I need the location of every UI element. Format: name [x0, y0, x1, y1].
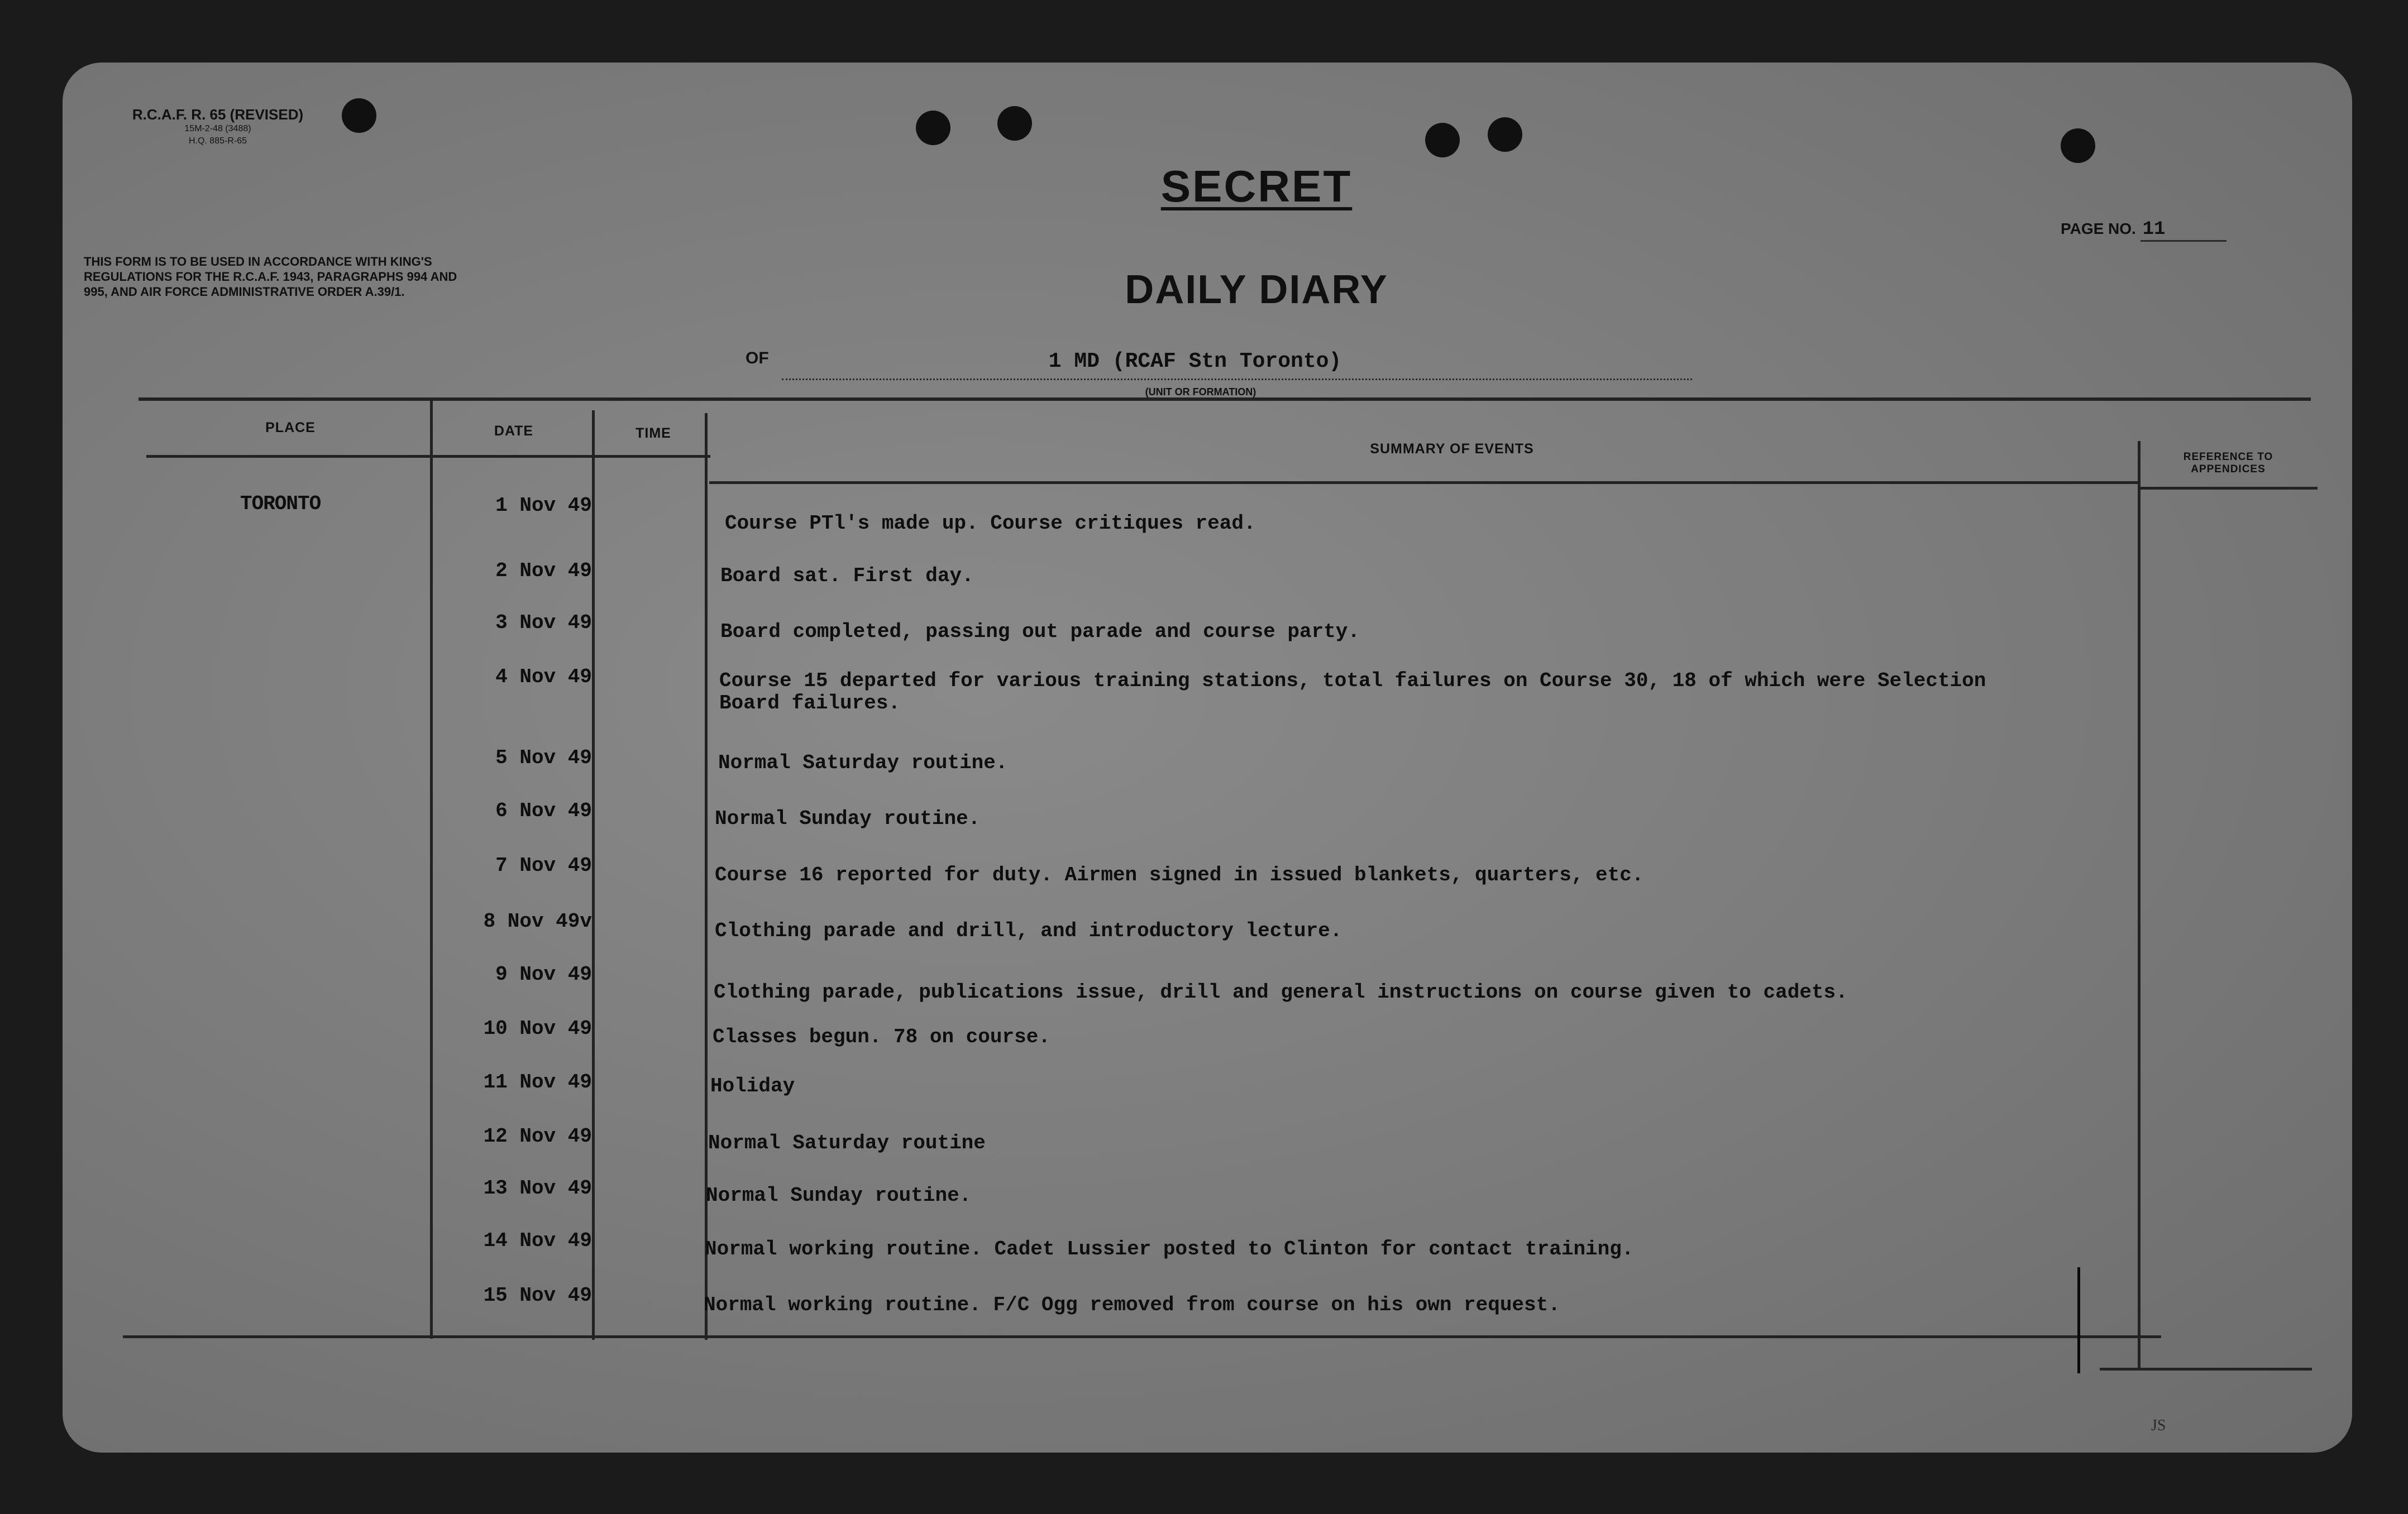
entry-summary: Clothing parade, publications issue, drill and general instructions on course given to cadets. [714, 981, 1848, 1004]
page-number-field [2061, 219, 2227, 240]
table-bottom-rule [123, 1335, 2161, 1338]
summary-column-header: SUMMARY OF EVENTS [1370, 441, 1534, 457]
entry-date: 1 Nov 49 [495, 494, 592, 517]
entry-date: 9 Nov 49 [495, 963, 592, 986]
entry-date: 7 Nov 49 [495, 854, 592, 877]
date-column-header: DATE [494, 423, 534, 439]
handwritten-pen-mark [2077, 1267, 2103, 1373]
entry-date: 8 Nov 49v [483, 910, 592, 933]
table-bottom-rule [2100, 1368, 2312, 1371]
header-rule [2139, 487, 2318, 490]
entry-summary: Classes begun. 78 on course. [713, 1026, 1050, 1048]
punch-hole [1488, 117, 1522, 152]
entry-summary: Course 16 reported for duty. Airmen signed in issued blankets, quarters, etc. [715, 864, 1644, 887]
form-code: R.C.A.F. R. 65 (REVISED) [132, 106, 304, 123]
print-line: H.Q. 885-R-65 [188, 136, 247, 146]
column-divider [592, 410, 595, 1340]
entry-date: 2 Nov 49 [495, 559, 592, 582]
unit-caption: (UNIT OR FORMATION) [1145, 386, 1256, 397]
unit-value: 1 MD (RCAF Stn Toronto) [1048, 349, 1342, 373]
table-top-rule [138, 397, 2311, 401]
place-value: TORONTO [240, 492, 321, 515]
entry-date: 3 Nov 49 [495, 611, 592, 634]
punch-hole [916, 111, 950, 145]
entry-summary: Normal Sunday routine. [706, 1184, 972, 1207]
page-number-label: PAGE NO. [2061, 220, 2136, 237]
entry-date: 14 Nov 49 [483, 1229, 592, 1252]
entry-summary: Board completed, passing out parade and course party. [720, 620, 1360, 643]
entry-summary: Normal Saturday routine. [718, 751, 1008, 774]
column-divider [2138, 441, 2141, 1368]
entry-summary: Normal working routine. Cadet Lussier posted to Clinton for contact training. [705, 1238, 1634, 1261]
entry-summary: Holiday [710, 1075, 795, 1098]
header-rule [146, 455, 710, 458]
entry-summary: Normal Sunday routine. [715, 807, 981, 830]
time-column-header: TIME [636, 425, 671, 441]
entry-summary: Course PTl's made up. Course critiques read. [725, 512, 1256, 535]
entry-date: 6 Nov 49 [495, 799, 592, 822]
of-label: OF [746, 349, 769, 367]
classification-heading: SECRET [1160, 161, 1353, 211]
page-title: DAILY DIARY [1125, 267, 1388, 312]
entry-date: 4 Nov 49 [495, 665, 592, 688]
header-rule [709, 481, 2139, 484]
punch-hole [2061, 128, 2095, 163]
place-column-header: PLACE [265, 420, 316, 435]
entry-summary: Course 15 departed for various training stations, total failures on Course 30, 18 of which were Selection Board failures. [719, 669, 1986, 715]
entry-date: 13 Nov 49 [483, 1177, 592, 1200]
entry-summary: Normal Saturday routine [708, 1132, 986, 1154]
print-line: 15M-2-48 (3488) [184, 124, 251, 133]
entry-date: 10 Nov 49 [483, 1017, 592, 1040]
form-identifier [101, 106, 335, 147]
entry-date: 11 Nov 49 [483, 1071, 592, 1094]
entry-summary: Clothing parade and drill, and introductory lecture. [715, 919, 1342, 942]
entry-date: 5 Nov 49 [495, 746, 592, 769]
entry-summary: Board sat. First day. [720, 564, 974, 587]
column-divider [430, 401, 433, 1339]
entry-summary: Normal working routine. F/C Ogg removed from course on his own request. [704, 1293, 1560, 1316]
punch-hole [1425, 123, 1460, 157]
punch-hole [997, 106, 1032, 141]
entry-date: 12 Nov 49 [483, 1125, 592, 1148]
corner-mark: JS [2151, 1417, 2166, 1434]
punch-hole [342, 98, 376, 133]
reference-column-header: REFERENCE TO APPENDICES [2183, 451, 2273, 475]
entry-date: 15 Nov 49 [483, 1284, 592, 1307]
form-instructions: THIS FORM IS TO BE USED IN ACCORDANCE WITH KING'S REGULATIONS FOR THE R.C.A.F. 1943, PARAGRAPHS 994 AND 995, AND AIR FORCE ADMINISTRATIVE ORDER A.39/1. [84, 255, 457, 299]
page-number-value: 11 [2141, 219, 2227, 242]
